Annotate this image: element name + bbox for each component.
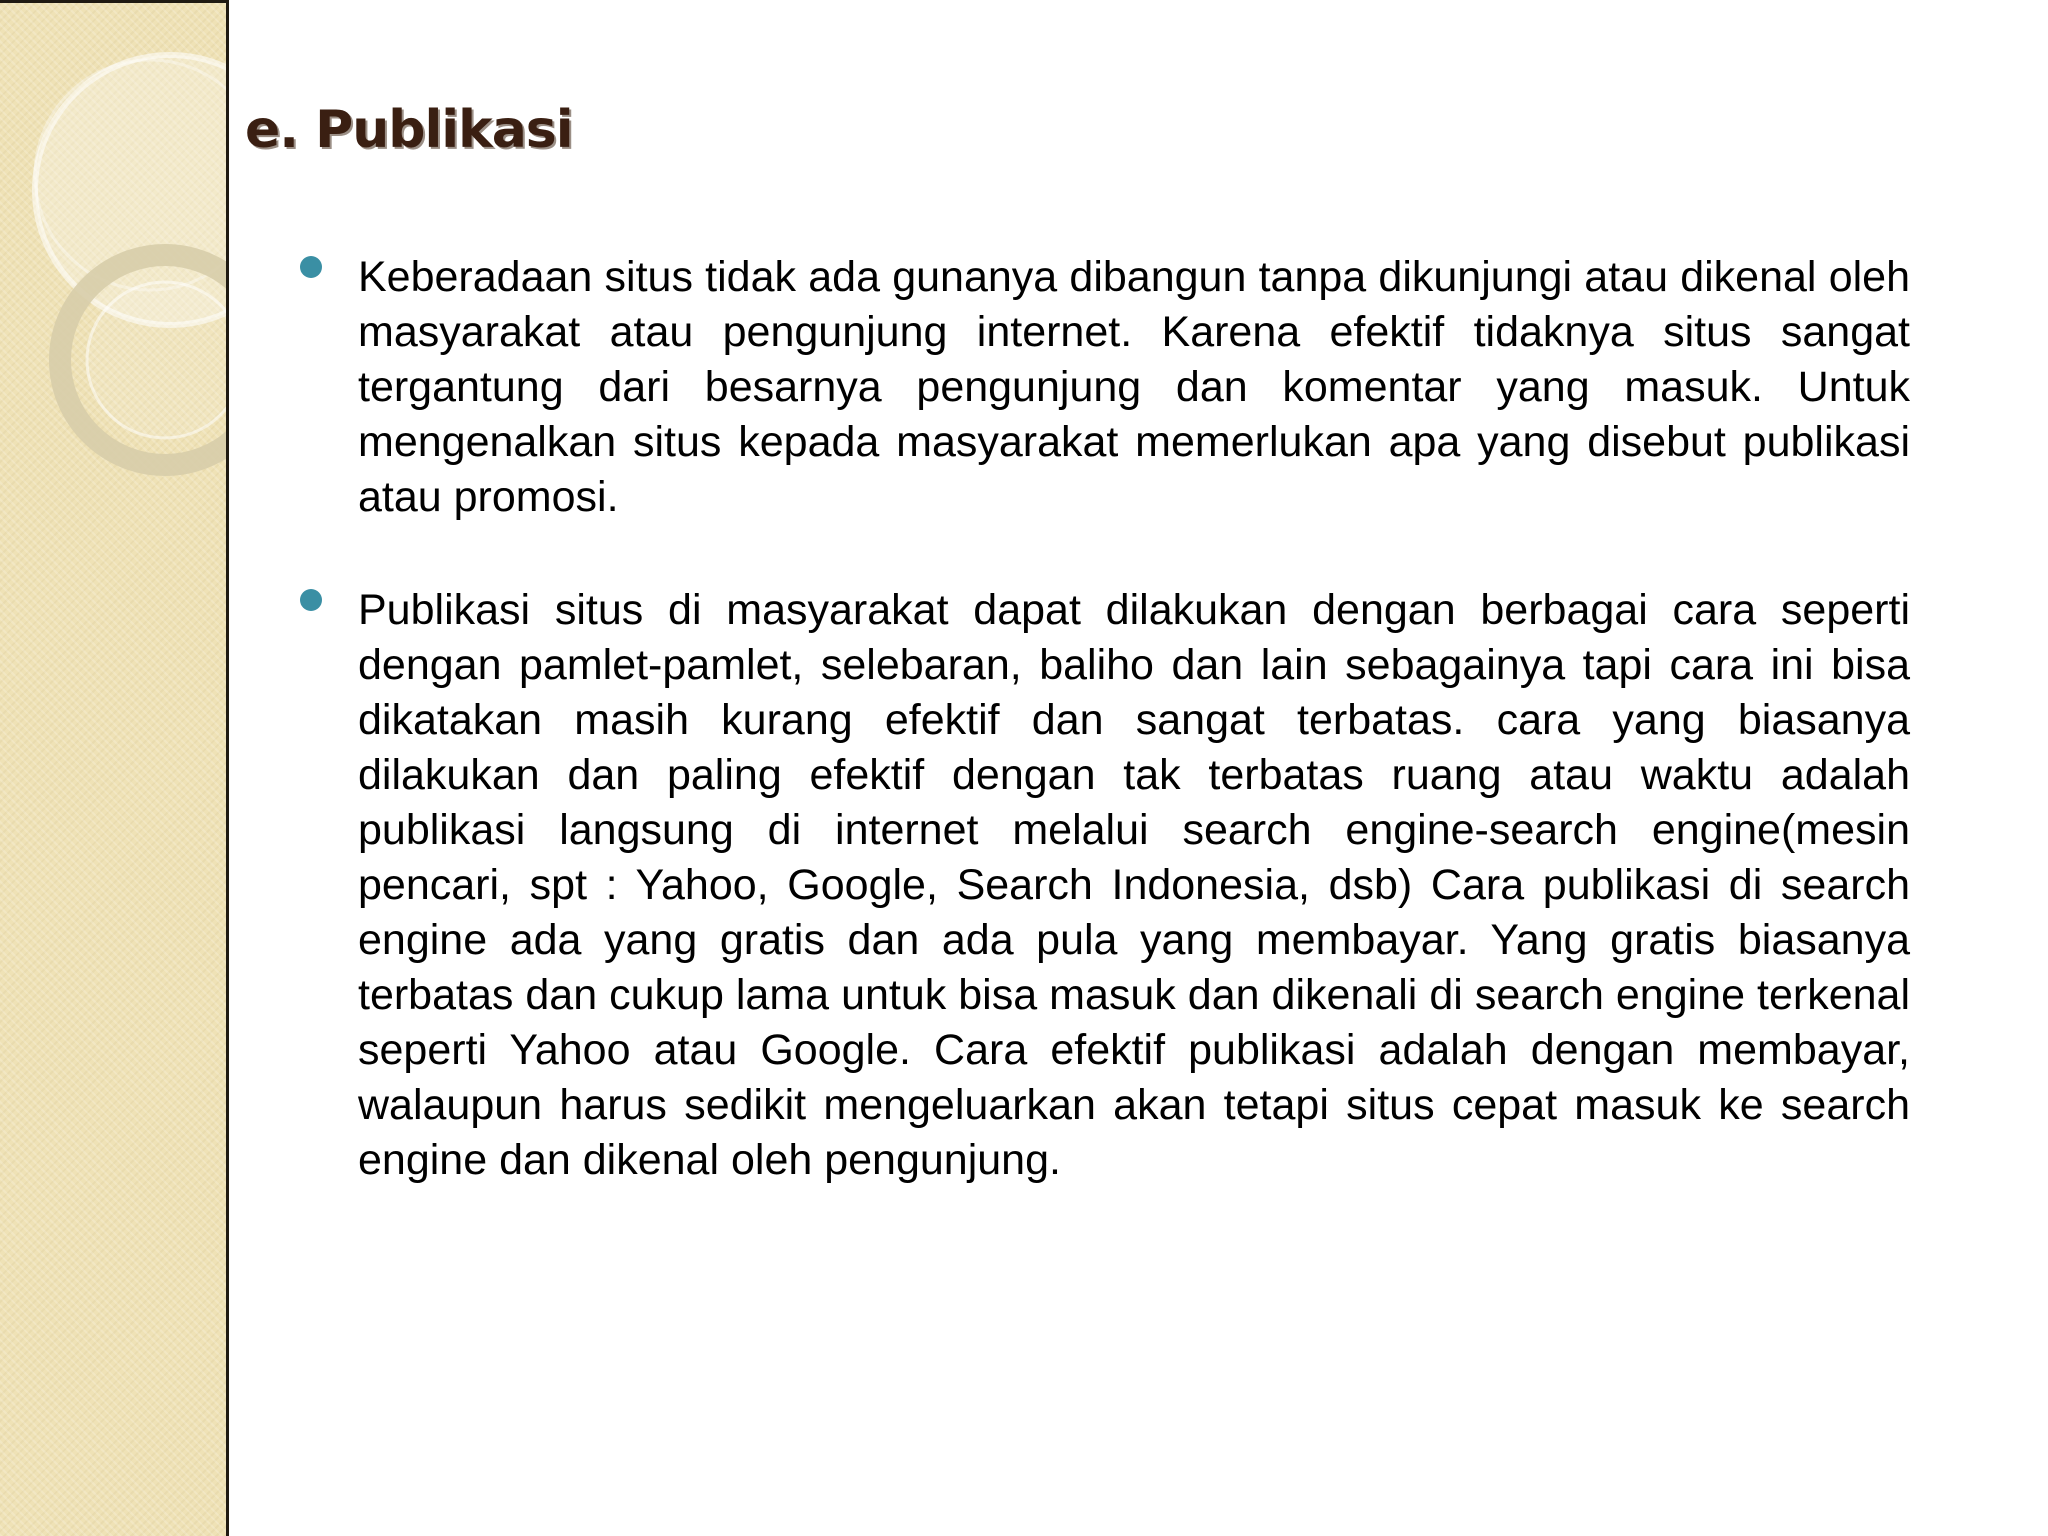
bullet-text: Publikasi situs di masyarakat dapat dilakukan dengan berbagai cara seperti dengan pamlet-pamlet, selebaran, baliho dan lain sebagainya tapi cara ini bisa dikatakan masih kurang efektif dan sangat terbatas. cara yang biasanya dilakukan dan paling efektif dengan tak terbatas ruang atau waktu adalah publikasi langsung di internet melalui search engine-search engine(mesin pencari, spt : Yahoo, Google, Search Indonesia, dsb) Cara publikasi di search engine ada yang gratis dan ada pula yang membayar. Yang gratis biasanya terbatas dan cukup lama untuk bisa masuk dan dikenali di search engine terkenal seperti Yahoo atau Google. Cara efektif publikasi adalah dengan membayar, walaupun harus sedikit mengeluarkan akan tetapi situs cepat masuk ke search engine dan dikenal oleh pengunjung. xyxy=(358,586,1910,1184)
bullet-text: Keberadaan situs tidak ada gunanya dibangun tanpa dikunjungi atau dikenal oleh masyarakat atau pengunjung internet. Karena efektif tidaknya situs sangat tergantung dari besarnya pengunjung dan komentar yang masuk. Untuk mengenalkan situs kepada masyarakat memerlukan apa yang disebut publikasi atau promosi. xyxy=(358,253,1910,521)
bullet-dot-icon xyxy=(300,256,322,278)
bullet-list xyxy=(300,250,1910,1246)
sidebar-top-border xyxy=(0,0,226,3)
bullet-item xyxy=(300,583,1910,1188)
decorative-sidebar xyxy=(0,0,226,1536)
slide-title: e. Publikasi xyxy=(245,100,573,160)
bullet-dot-icon xyxy=(300,589,322,611)
bullet-item xyxy=(300,250,1910,525)
sidebar-divider xyxy=(226,0,229,1536)
circle-ornament xyxy=(0,0,226,520)
